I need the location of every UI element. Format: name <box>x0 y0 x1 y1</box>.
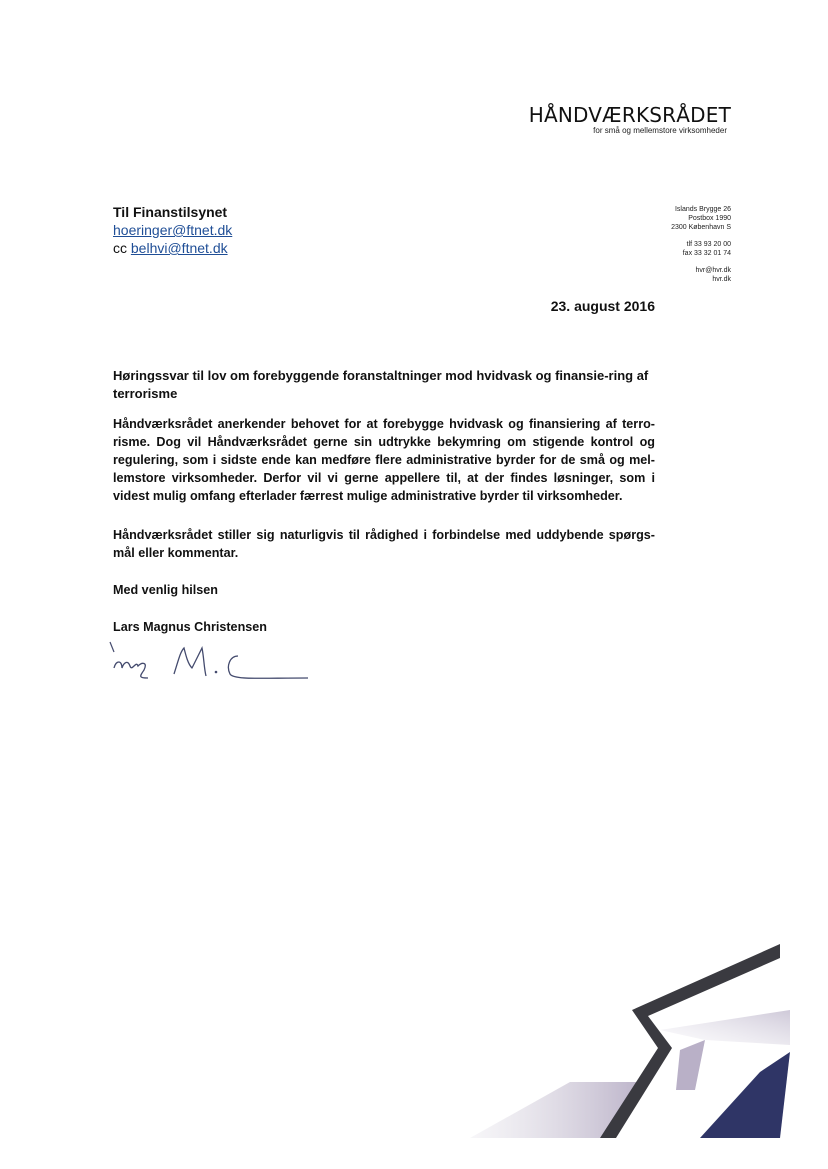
letter-date: 23. august 2016 <box>550 298 655 314</box>
pale-band-shape <box>660 1010 790 1045</box>
sender-website: hvr.dk <box>712 276 731 283</box>
letter-closing: Med venlig hilsen <box>113 583 218 597</box>
recipient-email-link[interactable]: hoeringer@ftnet.dk <box>113 222 233 238</box>
address-line-1: Islands Brygge 26 <box>674 206 731 213</box>
sender-email: hvr@hvr.dk <box>695 267 731 274</box>
letter-paragraph-2: Håndværksrådet stiller sig naturligvis til rådighed i forbindelse med uddybende spørgs-mål eller kommentar. <box>113 528 655 560</box>
recipient-to-line: Til Finanstilsynet <box>113 204 228 220</box>
cc-prefix: cc <box>113 240 127 256</box>
logo-wordmark: HÅNDVÆRKSRÅDET <box>528 103 731 127</box>
address-line-2: Postbox 1990 <box>688 215 731 222</box>
lilac-block-shape <box>676 1040 705 1090</box>
navy-wedge-shape <box>700 1052 790 1138</box>
logo-tagline: for små og mellemstore virksomheder <box>593 126 727 135</box>
fax-number: fax 33 32 01 74 <box>682 250 731 257</box>
cc-email-link[interactable]: belhvi@ftnet.dk <box>130 240 228 256</box>
signer-name: Lars Magnus Christensen <box>113 620 267 634</box>
letter-subject: Høringssvar til lov om forebyggende foranstaltninger mod hvidvask og finansie-ring af terrorisme <box>113 368 649 401</box>
phone-number: tlf 33 93 20 00 <box>686 241 731 248</box>
letter-paragraph-1: Håndværksrådet anerkender behovet for at forebygge hvidvask og finansiering af terro-risme. Dog vil Håndværksrådet gerne sin udtrykke bekymring om stigende kontrol og regulering, som i sidste ende kan medføre flere administrative byrder for de små og mel-lemstore virksomheder. Derfor vil vi gerne appellere til, at der findes løsninger, som i videst mulig omfang efterlader færrest mulige administrative byrder til virksomheder. <box>113 417 655 503</box>
address-line-3: 2300 København S <box>671 224 731 231</box>
